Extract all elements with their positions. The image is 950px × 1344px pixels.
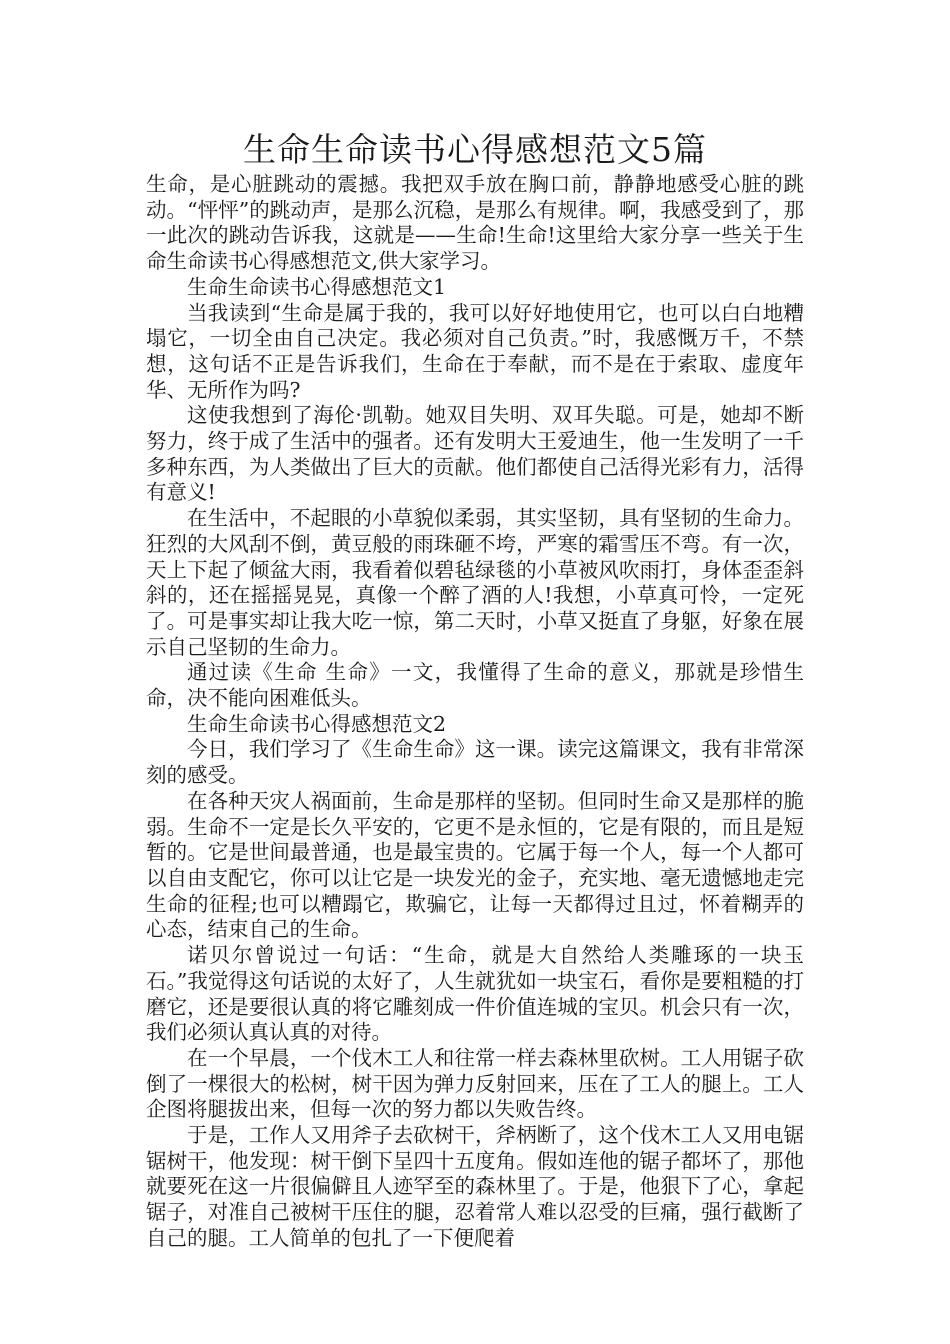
page-title: 生命生命读书心得感想范文5篇	[243, 130, 707, 169]
paragraph: 诺贝尔曾说过一句话：“生命，就是大自然给人类雕琢的一块玉石。”我觉得这句话说的太好了，人生就犹如一块宝石，看你是要粗糙的打磨它，还是要很认真的将它雕刻成一件价值连城的宝贝。机会只有一次，我们必须认真认真的对待。	[146, 943, 804, 1045]
paragraph: 于是，工作人又用斧子去砍树干，斧柄断了，这个伐木工人又用电锯锯树干，他发现：树干倒下呈四十五度角。假如连他的锯子都坏了，那他就要死在这一片很偏僻且人迹罕至的森林里了。于是，他狠下了心，拿起锯子，对准自己被树干压住的腿，忍着常人难以忍受的巨痛，强行截断了自己的腿。工人简单的包扎了一下便爬着	[146, 1123, 804, 1250]
paragraph: 这使我想到了海伦·凯勒。她双目失明、双耳失聪。可是，她却不断努力，终于成了生活中的强者。还有发明大王爱迪生，他一生发明了一千多种东西，为人类做出了巨大的贡献。他们都使自己活得光彩有力，活得有意义!	[146, 403, 804, 505]
paragraph: 今日，我们学习了《生命生命》这一课。读完这篇课文，我有非常深刻的感受。	[146, 737, 804, 788]
paragraph: 当我读到“生命是属于我的，我可以好好地使用它，也可以白白地糟塌它，一切全由自己决定。我必须对自己负责。”时，我感慨万千，不禁想，这句话不正是告诉我们，生命在于奉献，而不是在于索取、虚度年华、无所作为吗?	[146, 300, 804, 402]
paragraph: 生命，是心脏跳动的震撼。我把双手放在胸口前，静静地感受心脏的跳动。“怦怦”的跳动声，是那么沉稳，是那么有规律。啊，我感受到了，那一此次的跳动告诉我，这就是——生命!生命!这里给大家分享一些关于生命生命读书心得感想范文,供大家学习。	[146, 172, 804, 274]
document-body	[146, 172, 804, 1252]
paragraph: 在生活中，不起眼的小草貌似柔弱，其实坚韧，具有坚韧的生命力。狂烈的大风刮不倒，黄豆般的雨珠砸不垮，严寒的霜雪压不弯。有一次，天上下起了倾盆大雨，我看着似碧毡绿毯的小草被风吹雨打，身体歪歪斜斜的，还在摇摇晃晃，真像一个醉了酒的人!我想，小草真可怜，一定死了。可是事实却让我大吃一惊，第二天时，小草又挺直了身躯，好象在展示自己坚韧的生命力。	[146, 506, 804, 659]
paragraph: 在一个早晨，一个伐木工人和往常一样去森林里砍树。工人用锯子砍倒了一棵很大的松树，树干因为弹力反射回来，压在了工人的腿上。工人企图将腿拔出来，但每一次的努力都以失败告终。	[146, 1045, 804, 1122]
paragraph: 生命生命读书心得感想范文1	[187, 274, 447, 299]
paragraph: 通过读《生命 生命》一文，我懂得了生命的意义，那就是珍惜生命，决不能向困难低头。	[146, 660, 804, 711]
paragraph: 生命生命读书心得感想范文2	[187, 711, 447, 736]
paragraph: 在各种天灾人祸面前，生命是那样的坚韧。但同时生命又是那样的脆弱。生命不一定是长久平安的，它更不是永恒的，它是有限的，而且是短暂的。它是世间最普通，也是最宝贵的。它属于每一个人，每一个人都可以自由支配它，你可以让它是一块发光的金子，充实地、毫无遗憾地走完生命的征程;也可以糟蹋它，欺骗它，让每一天都得过且过，怀着糊弄的心态，结束自己的生命。	[146, 788, 804, 942]
